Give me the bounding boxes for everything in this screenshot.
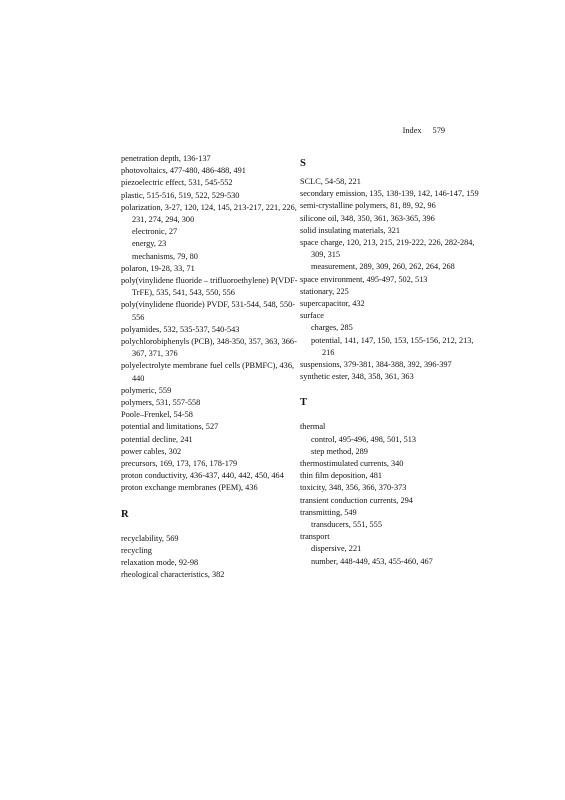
index-entry: proton exchange membranes (PEM), 436 [121, 483, 258, 493]
index-entry: plastic, 515-516, 519, 522, 529-530 [121, 190, 240, 200]
index-entry: poly(vinylidene fluoride – trifluoroethylene) P(VDF-TrFE), 535, 541, 543, 550, 556 [121, 276, 298, 298]
index-section-letter: T [300, 397, 308, 409]
index-entry: thermal [300, 422, 326, 432]
index-entry: piezoelectric effect, 531, 545-552 [121, 178, 233, 188]
index-entry: space charge, 120, 213, 215, 219-222, 226, 282-284, 309, 315 [300, 238, 475, 260]
index-entry: semi-crystalline polymers, 81, 89, 92, 96 [300, 201, 436, 211]
index-entry: thermostimulated currents, 340 [300, 459, 404, 469]
index-entry: precursors, 169, 173, 176, 178-179 [121, 459, 238, 469]
index-subentry: transducers, 551, 555 [311, 520, 382, 530]
index-entry: suspensions, 379-381, 384-388, 392, 396-397 [300, 360, 452, 370]
index-entry: penetration depth, 136-137 [121, 154, 211, 163]
index-entry: transport [300, 532, 330, 542]
index-subentry: charges, 285 [311, 323, 353, 333]
index-entry: transmitting, 549 [300, 507, 357, 517]
index-entry: Poole–Frenkel, 54-58 [121, 410, 193, 420]
index-entry: stationary, 225 [300, 286, 349, 296]
index-entry: polymers, 531, 557-558 [121, 398, 201, 408]
index-entry: relaxation mode, 92-98 [121, 558, 199, 568]
index-entry: potential decline, 241 [121, 434, 193, 444]
page-number: 579 [432, 126, 445, 135]
index-section-letter: S [300, 158, 306, 169]
index-section-letter: R [121, 508, 129, 520]
index-entry: synthetic ester, 348, 358, 361, 363 [300, 372, 414, 382]
index-entry: poly(vinylidene fluoride) PVDF, 531-544, 548, 550-556 [121, 300, 296, 322]
index-entry: proton conductivity, 436-437, 440, 442, 450, 464 [121, 471, 284, 481]
index-subentry: electronic, 27 [132, 227, 178, 237]
index-entry: polyelectrolyte membrane fuel cells (PBMFC), 436, 440 [121, 361, 295, 383]
index-subentry: dispersive, 221 [311, 544, 362, 554]
index-entry: surface [300, 311, 324, 321]
index-entry: silicone oil, 348, 350, 361, 363-365, 396 [300, 213, 435, 223]
index-entry: solid insulating materials, 321 [300, 225, 401, 235]
index-entry: thin film deposition, 481 [300, 471, 383, 481]
running-header [403, 126, 445, 136]
index-entry: rheological characteristics, 382 [121, 570, 225, 580]
index-column-left [121, 153, 306, 582]
index-entry: polychlorobiphenyls (PCB), 348-350, 357, 363, 366-367, 371, 376 [121, 337, 297, 359]
index-subentry: step method, 289 [311, 446, 368, 456]
header-label: Index [402, 126, 422, 135]
index-entry: toxicity, 348, 356, 366, 370-373 [300, 483, 407, 493]
index-entry: photovoltaics, 477-480, 486-488, 491 [121, 166, 246, 176]
index-entry: polaron, 19-28, 33, 71 [121, 263, 195, 273]
index-entry: polarization, 3-27, 120, 124, 145, 213-217, 221, 226, 231, 274, 294, 300 [121, 202, 297, 225]
index-subentry: number, 448-449, 453, 455-460, 467 [311, 556, 433, 566]
index-entry: secondary emission, 135, 138-139, 142, 146-147, 159 [300, 189, 479, 199]
index-entry: potential and limitations, 527 [121, 422, 219, 432]
index-entry: polymeric, 559 [121, 385, 172, 395]
index-entry: polyamides, 532, 535-537, 540-543 [121, 324, 240, 334]
index-entry: power cables, 302 [121, 446, 182, 456]
index-subentry: energy, 23 [132, 239, 167, 249]
index-entry: recycling [121, 545, 152, 555]
index-entry: supercapacitor, 432 [300, 299, 365, 309]
index-subentry: measurement, 289, 309, 260, 262, 264, 268 [311, 262, 455, 272]
index-subentry: control, 495-496, 498, 501, 513 [311, 434, 417, 444]
index-column-right [300, 153, 485, 568]
index-entry: recyclability, 569 [121, 533, 179, 543]
index-entry: space environment, 495-497, 502, 513 [300, 274, 428, 284]
index-entry: SCLC, 54-58, 221 [300, 177, 361, 186]
index-subentry: potential, 141, 147, 150, 153, 155-156, 212, 213, 216 [311, 335, 474, 357]
index-subentry: mechanisms, 79, 80 [132, 251, 198, 261]
index-entry: transient conduction currents, 294 [300, 495, 413, 505]
